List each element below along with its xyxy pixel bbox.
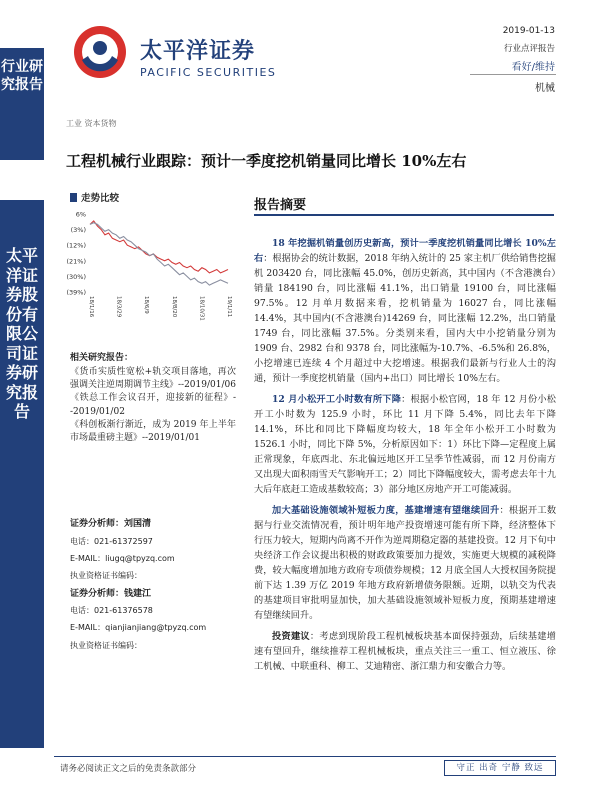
trend-heading-text: 走势比较 bbox=[81, 193, 120, 204]
related-report-item[interactable]: 《铁总工作会议召开，迎接新的征程》--2019/01/02 bbox=[70, 393, 236, 417]
brand-logo-icon bbox=[70, 22, 130, 82]
rating: 看好/维持 bbox=[511, 62, 555, 73]
analyst-1-name: 证券分析师：刘国清 bbox=[70, 519, 152, 529]
sidebar-top-text: 行业研究报告 bbox=[1, 59, 43, 93]
paragraph-highlight: 12 月小松开工小时数有所下降 bbox=[272, 394, 402, 405]
category-label: 工业 资本货物 bbox=[66, 119, 117, 128]
summary-body bbox=[254, 236, 556, 680]
paragraph-text: ：根据协会的统计数据，2018 年纳入统计的 25 家主机厂供给销售挖掘机 203420 台，同比涨幅 45.0%，创历史新高，其中国内（不含港澳台）销量 184190 台，同比涨幅 41.1%，出口销量 19100 台，同比涨幅 97.5%。12 月单月数据来看，挖机销量为 16027 台，同比涨幅 14.4%，其中国内(不含港澳台)14269 台，同比涨幅 12.2%，出口销量 1749 台，同比涨幅 37.5%。分类别来看，国内大中小挖销量分别为 1909 台、2982 台和 9378 台，同比涨幅为-10.7%、-6.5%和 26.8%，小挖增速已连续 4 个月超过中大挖增速。根据我们最新与行业人士的沟通，预计一季度挖机销量（国内+出口）同比增长 10%左右。 bbox=[254, 253, 556, 384]
report-date: 2019-01-13 bbox=[502, 26, 555, 36]
related-reports-list bbox=[70, 366, 236, 445]
y-tick-label: (30%) bbox=[66, 272, 86, 281]
analyst-2-name: 证券分析师：钱建江 bbox=[70, 589, 152, 599]
related-report-item[interactable]: 《科创板渐行渐近，成为 2019 年上半年市场最重磅主题》--2019/01/01 bbox=[70, 419, 236, 444]
summary-paragraph-4 bbox=[254, 629, 556, 674]
x-tick-label: 18/10/31 bbox=[198, 296, 205, 321]
analyst-2-email[interactable]: E-MAIL：qianjianjiang@tpyzq.com bbox=[70, 623, 207, 632]
x-tick-label: 18/6/9 bbox=[143, 296, 150, 314]
y-tick-label: (39%) bbox=[66, 288, 86, 297]
paragraph-text: ：考虑到现阶段工程机械板块基本面保持强劲，后续基建增速有望回升，继续推荐工程机械板块，重点关注三一重工、恒立液压、徐工机械、中联重科、柳工、艾迪精密、浙江鼎力和安徽合力等。 bbox=[254, 631, 556, 672]
summary-paragraph-3 bbox=[254, 503, 556, 623]
y-tick-label: (3%) bbox=[70, 226, 86, 235]
y-tick-label: 6% bbox=[75, 210, 86, 219]
footer-motto: 守正 出奇 宁静 致远 bbox=[444, 760, 556, 776]
series-red-line bbox=[90, 221, 228, 273]
paragraph-text: ：根据开工数据与行业交流情况看，预计明年地产投资增速可能有所下降，经济整体下行压力较大，短期内尚离不开作为逆周期稳定器的基建投资。12 月下旬中央经济工作会议提出积极的财政政策要加力提效，实施更大规模的减税降费，较大幅度增加地方政府专项债券规模；12 月底全国人大授权国务院提前下达 1.39 万亿 2019 年地方政府新增债务限额。近期，以轨交为代表的基建项目审批明显加快，加大基础设施领域补短板力度，预期基建增速有望继续回升。 bbox=[254, 505, 557, 621]
analyst-1-license: 执业资格证书编码： bbox=[70, 571, 142, 580]
brand-name-cn: 太平洋证券 bbox=[140, 39, 256, 64]
footer-disclaimer: 请务必阅读正文之后的免责条款部分 bbox=[60, 764, 197, 774]
analyst-2-phone: 电话：021-61376578 bbox=[70, 606, 153, 615]
related-report-item[interactable]: 《货币实质性宽松+轨交项目落地，再次强调关注逆周期调节主线》--2019/01/06 bbox=[70, 367, 236, 391]
paragraph-highlight: 18 年挖掘机销量创历史新高，预计一季度挖机销量同比增长 10%左右 bbox=[254, 238, 556, 264]
header-divider bbox=[470, 74, 556, 75]
report-type: 行业点评报告 bbox=[503, 44, 555, 54]
sidebar-bottom-text: 太平洋证券股份有限公司证券研究报告 bbox=[5, 246, 38, 421]
page-title: 工程机械行业跟踪：预计一季度挖机销量同比增长 10%左右 bbox=[66, 152, 467, 170]
related-reports-heading: 相关研究报告： bbox=[70, 353, 134, 363]
analyst-2-license: 执业资格证书编码： bbox=[70, 641, 142, 650]
y-tick-label: (12%) bbox=[66, 241, 86, 250]
y-tick-label: (21%) bbox=[66, 257, 86, 266]
x-tick-label: 19/1/11 bbox=[226, 296, 232, 318]
paragraph-highlight: 加大基础设施领域补短板力度，基建增速有望继续回升 bbox=[272, 505, 500, 516]
summary-paragraph-2 bbox=[254, 392, 556, 497]
x-tick-label: 18/8/20 bbox=[170, 296, 177, 318]
paragraph-text: ：根据小松官网，18 年 12 月份小松开工小时数为 125.9 小时，环比 11 月下降 5.4%，同比去年下降 14.1%，环比和同比下降幅度均较大，18 年全年小松开工小时数为 1526.1 小时，同比下降 5%，分析原因如下：1）环比下降—定程度上属正常现象，年底西北、东北偏远地区开工呈季节性减弱，而 12 月份南方又出现大面积雨雪天气影响开工；2）同比下降幅度较大，需考虑去年十九大后年底赶工造成基数较高；3）部分地区房地产开工可能减弱。 bbox=[254, 394, 556, 495]
x-tick-label: 18/3/29 bbox=[115, 296, 122, 318]
series-gray-line bbox=[90, 223, 228, 285]
x-tick-label: 18/1/16 bbox=[88, 296, 94, 318]
analyst-1-phone: 电话：021-61372597 bbox=[70, 537, 153, 546]
trend-heading bbox=[70, 190, 119, 204]
summary-divider bbox=[254, 214, 554, 216]
summary-paragraph-1 bbox=[254, 236, 556, 386]
paragraph-highlight: 投资建议 bbox=[272, 631, 310, 642]
analyst-1-email[interactable]: E-MAIL：liugq@tpyzq.com bbox=[70, 554, 175, 563]
trend-chart bbox=[62, 208, 234, 334]
industry-label: 机械 bbox=[535, 83, 555, 94]
brand-name-en: PACIFIC SECURITIES bbox=[140, 66, 277, 79]
footer-divider bbox=[54, 756, 556, 757]
heading-marker bbox=[70, 193, 77, 202]
summary-heading: 报告摘要 bbox=[254, 198, 307, 213]
